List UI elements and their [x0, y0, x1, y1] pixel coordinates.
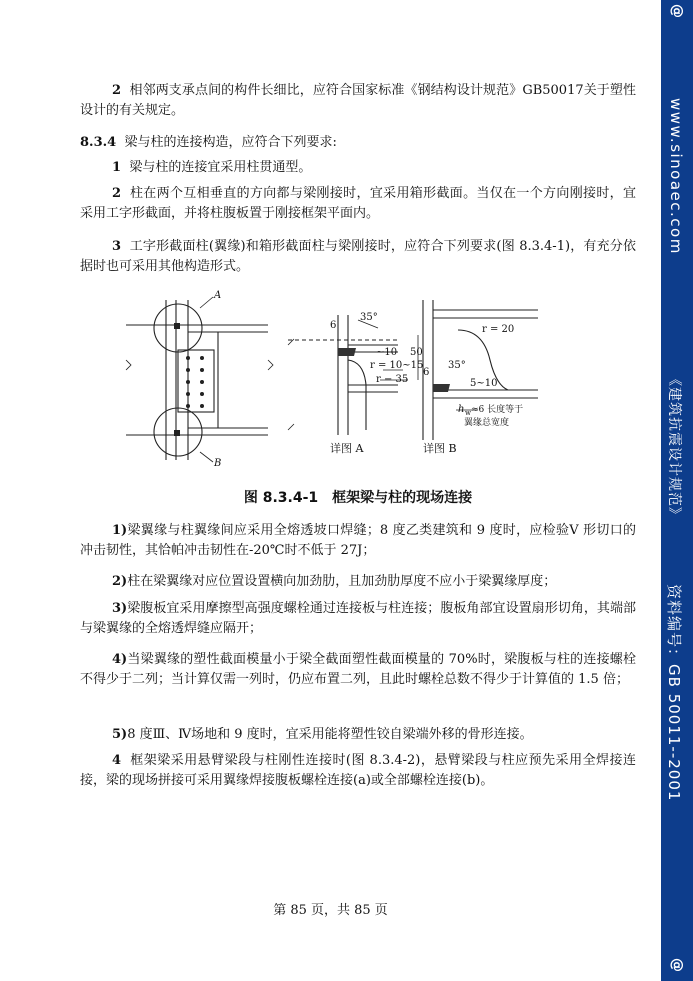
detail-a-caption: 详图 A: [330, 442, 364, 455]
para-1-num: 2: [112, 83, 122, 98]
figure-beam-column-connection: [118, 290, 548, 470]
para-8-3-4: [80, 133, 636, 153]
rule-3-text: 工字形截面柱(翼缘)和箱形截面柱与梁刚接时，应符合下列要求(图 8.3.4-1)，有充分依据时也可采用其他构造形式。: [80, 239, 636, 274]
clause-number: 8.3.4: [80, 135, 117, 150]
banner-code-label: 资料编号：: [665, 584, 683, 665]
page-footer: 第 85 页，共 85 页: [273, 903, 388, 918]
detail-b-angle: 35°: [448, 360, 466, 371]
para-1: [80, 81, 636, 121]
item-5: [80, 725, 636, 745]
detail-a-angle: 35°: [360, 312, 378, 323]
banner-code: [664, 584, 685, 801]
para-rule-1: [80, 158, 636, 178]
item-5-text: 8 度Ⅲ、Ⅳ场地和 9 度时，宜采用能将塑性铰自梁端外移的骨形连接。: [127, 727, 533, 742]
item-3: [80, 599, 636, 639]
para-1-text: 相邻两支承点间的构件长细比，应符合国家标准《钢结构设计规范》GB50017关于塑性设计的有关规定。: [80, 83, 636, 118]
rule-2-num: 2: [112, 186, 122, 201]
rule-4-text: 框架梁采用悬臂梁段与柱刚性连接时(图 8.3.4-2)，悬臂梁段与柱应预先采用全焊接连接，梁的现场拼接可采用翼缘焊接腹板螺栓连接(a)或全部螺栓连接(b)。: [80, 753, 637, 788]
banner-standard-name: 《建筑抗震设计规范》: [666, 372, 682, 522]
item-4: [80, 650, 636, 690]
banner-website: www.sinoaec.com: [667, 98, 685, 255]
detail-b-r20: r = 20: [482, 324, 515, 335]
item-5-num: 5): [112, 727, 128, 742]
item-2: [80, 572, 636, 592]
detail-b-hw-note-2: 翼缘总宽度: [464, 418, 510, 428]
detail-b-hw: h: [458, 404, 465, 415]
detail-b-dim-5-10: 5~10: [470, 378, 498, 389]
item-1-num: 1): [112, 523, 128, 538]
detail-b-dim-6: 6: [423, 367, 430, 378]
rule-2-text: 柱在两个互相垂直的方向都与梁刚接时，宜采用箱形截面。当仅在一个方向刚接时，宜采用工字形截面，并将柱腹板置于刚接框架平面内。: [80, 186, 636, 221]
main-connection-drawing: [126, 297, 273, 462]
item-3-text: 梁腹板宜采用摩擦型高强度螺栓通过连接板与柱连接；腹板角部宜设置扇形切角，其端部与梁翼缘的全熔透焊缝应隔开；: [80, 601, 636, 636]
item-1: [80, 521, 636, 561]
rule-4-num: 4: [112, 753, 122, 768]
detail-b-hw-note: ≈6 长度等于: [471, 405, 524, 415]
detail-a-r2: r − 35: [376, 374, 409, 385]
item-2-text: 柱在梁翼缘对应位置设置横向加劲肋，且加劲肋厚度不应小于梁翼缘厚度；: [127, 574, 557, 589]
detail-a-dim-10: ~10: [376, 347, 398, 358]
label-b: B: [214, 458, 222, 469]
banner-code-value: GB 50011--2001: [665, 664, 683, 802]
detail-a-weld: [338, 348, 356, 356]
detail-b-caption: 详图 B: [423, 442, 457, 455]
detail-b-weld: [433, 384, 450, 392]
item-4-text: 当梁翼缘的塑性截面模量小于梁全截面塑性截面模量的 70%时，梁腹板与柱的连接螺栓不得少于二列；当计算仅需一列时，仍应布置二列，且此时螺栓总数不得少于计算值的 1.5 倍；: [80, 652, 636, 687]
para-rule-2: [80, 184, 636, 224]
banner-at-bottom: @: [669, 958, 685, 972]
para-rule-3: [80, 237, 636, 277]
banner-at-top: @: [669, 4, 685, 18]
para-rule-4: [80, 751, 636, 791]
rule-1-text: 梁与柱的连接宜采用柱贯通型。: [129, 160, 312, 175]
item-1-text: 梁翼缘与柱翼缘间应采用全熔透坡口焊缝；8 度乙类建筑和 9 度时，应检验V 形切口的冲击韧性，其恰帕冲击韧性在-20℃时不低于 27J；: [80, 523, 636, 558]
item-2-num: 2): [112, 574, 128, 589]
detail-b-dim-50: 50: [410, 347, 423, 358]
detail-a-dim-6: 6: [330, 320, 337, 331]
rule-3-num: 3: [112, 239, 122, 254]
label-a: A: [214, 290, 222, 301]
figure-caption: 图 8.3.4-1 框架梁与柱的现场连接: [243, 490, 473, 506]
item-3-num: 3): [112, 601, 128, 616]
item-4-num: 4): [112, 652, 128, 667]
detail-b-hw-sub: w: [465, 409, 471, 417]
clause-text: 梁与柱的连接构造，应符合下列要求:: [124, 135, 337, 150]
rule-1-num: 1: [112, 160, 122, 175]
detail-a-r1: r = 10~15: [370, 360, 424, 371]
